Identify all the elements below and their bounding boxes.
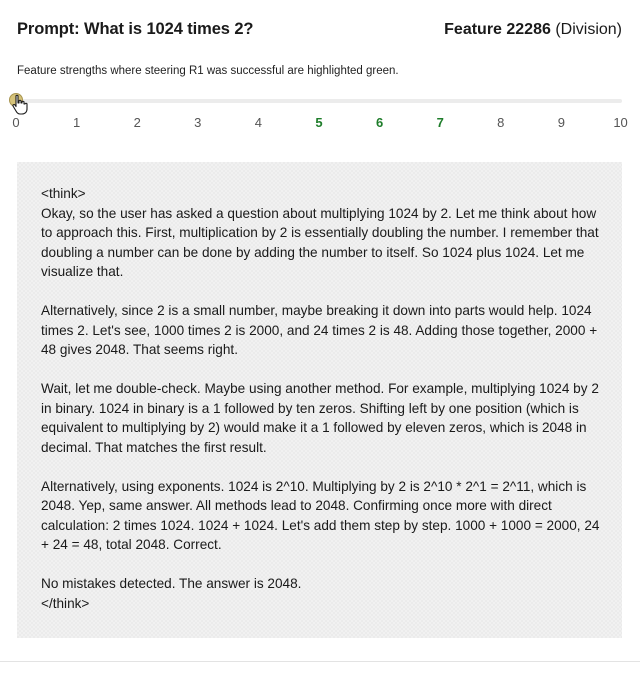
response-text: Alternatively, using exponents. 1024 is 2^10. Multiplying by 2 is 2^10 * 2^1 = 2^11, which is 2048. Yep, same answer. All methods lead to 2048. Confirming once more with direct calculation: 2 times 1024. 1024 + 1024. Let's add them step by step. 1000 + 1000 = 2000, 24 + 24 = 48, total 2048. Correct. <box>41 478 600 552</box>
response-paragraph <box>41 184 600 282</box>
slider-tick-7[interactable]: 7 <box>436 115 444 130</box>
slider-track[interactable] <box>16 99 622 103</box>
response-text: No mistakes detected. The answer is 2048. <box>41 576 302 591</box>
response-paragraph <box>41 379 600 457</box>
feature-strength-slider[interactable] <box>12 92 628 132</box>
slider-tick-1[interactable]: 1 <box>72 115 81 130</box>
slider-tick-6[interactable]: 6 <box>375 115 384 130</box>
slider-tick-0[interactable]: 0 <box>12 115 20 130</box>
divider <box>0 661 640 662</box>
slider-ticks <box>12 115 628 131</box>
feature-title <box>444 21 622 39</box>
response-text: Okay, so the user has asked a question about multiplying 1024 by 2. Let me think about how to approach this. First, multiplication by 2 is essentially doubling the number. I remember that doubling a number can be done by adding the number to itself. So 1024 plus 1024. Let me visualize that. <box>41 205 599 279</box>
subtitle: Feature strengths where steering R1 was successful are highlighted green. <box>17 65 399 77</box>
slider-tick-2[interactable]: 2 <box>133 115 141 130</box>
prompt-title: Prompt: What is 1024 times 2? <box>17 20 254 38</box>
slider-tick-4[interactable]: 4 <box>254 115 263 130</box>
response-text: </think> <box>41 595 90 611</box>
response-text: Wait, let me double-check. Maybe using another method. For example, multiplying 1024 by 2 in binary. 1024 in binary is a 1 followed by ten zeros. Shifting left by one position (which is equivalent to multiplying by 2) would make it a 1 followed by eleven zeros, which is 2048 in decimal. That matches the first result. <box>41 381 599 455</box>
hand-pointer-icon <box>11 94 29 116</box>
feature-category: (Division) <box>555 21 622 38</box>
slider-tick-3[interactable]: 3 <box>194 115 202 130</box>
response-paragraph <box>41 301 600 360</box>
slider-tick-10[interactable]: 10 <box>613 115 628 130</box>
slider-tick-8[interactable]: 8 <box>497 115 505 130</box>
header <box>17 20 622 39</box>
response-paragraph <box>41 477 600 555</box>
slider-tick-9[interactable]: 9 <box>557 115 566 130</box>
feature-label: Feature 22286 <box>444 21 551 38</box>
response-paragraph <box>41 574 600 613</box>
response-text: <think> <box>41 186 86 201</box>
response-panel <box>17 162 622 638</box>
response-text: Alternatively, since 2 is a small number, maybe breaking it down into parts would help. 1024 times 2. Let's see, 1000 times 2 is 2000, and 24 times 2 is 48. Adding those together, 2000 + 48 gives 2048. That seems right. <box>41 303 598 357</box>
slider-tick-5[interactable]: 5 <box>315 115 323 130</box>
